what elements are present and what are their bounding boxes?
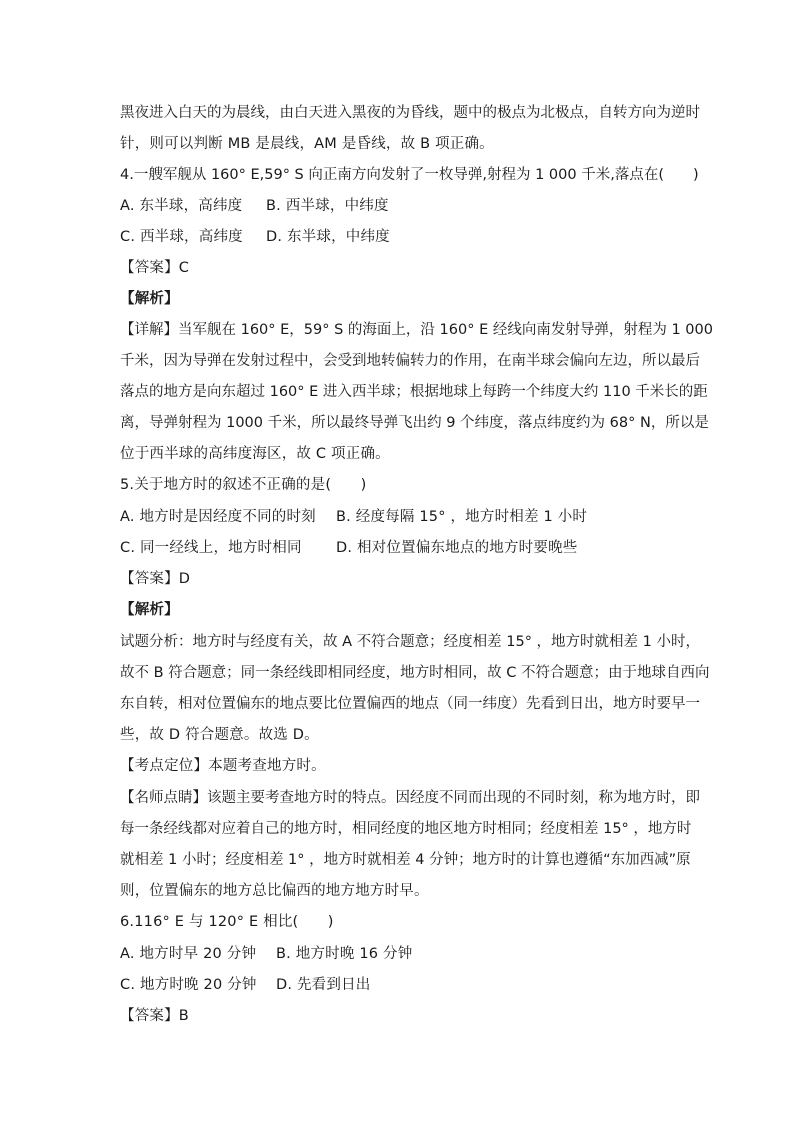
text-line: 位于西半球的高纬度海区，故 C 项正确。: [120, 446, 390, 462]
text-line: 【名师点睛】该题主要考查地方时的特点。因经度不同而出现的不同时刻，称为地方时，即: [120, 790, 700, 806]
text-line: 黑夜进入白天的为晨线，由白天进入黑夜的为昏线，题中的极点为北极点，自转方向为逆时: [120, 105, 700, 121]
text-line: 东自转，相对位置偏东的地点要比位置偏西的地点（同一纬度）先看到日出，地方时要早一: [120, 696, 700, 712]
q5-option-c: C. 同一经线上，地方时相同: [120, 540, 302, 556]
question-4: 4.一艘军舰从 160° E,59° S 向正南方向发射了一枚导弹,射程为 1 000 千米,落点在( ): [120, 167, 699, 183]
question-6: 6.116° E 与 120° E 相比( ): [120, 914, 334, 930]
text-line: 【详解】当军舰在 160° E，59° S 的海面上，沿 160° E 经线向南发射导弹，射程为 1 000: [120, 322, 713, 338]
q5-answer: 【答案】D: [120, 571, 191, 587]
text-line: 故不 B 符合题意；同一条经线即相同经度，地方时相同，故 C 不符合题意；由于地球自西向: [120, 665, 710, 681]
q4-option-b: B. 西半球，中纬度: [266, 198, 389, 214]
q4-options-row-2: [120, 227, 680, 247]
text-line: 些，故 D 符合题意。故选 D。: [120, 727, 319, 743]
q6-answer: 【答案】B: [120, 1008, 189, 1024]
question-5: 5.关于地方时的叙述不正确的是( ): [120, 477, 367, 493]
q5-option-b: B. 经度每隔 15° ，地方时相差 1 小时: [336, 509, 588, 525]
text-line: 就相差 1 小时；经度相差 1° ，地方时就相差 4 分钟；地方时的计算也遵循“东加西减”原: [120, 852, 691, 868]
q5-analysis-heading: 【解析】: [120, 602, 179, 618]
text-line: 针，则可以判断 MB 是晨线，AM 是昏线，故 B 项正确。: [120, 136, 494, 152]
text-line: 千米，因为导弹在发射过程中，会受到地转偏转力的作用，在南半球会偏向左边，所以最后: [120, 353, 700, 369]
text-line: 试题分析：地方时与经度有关，故 A 不符合题意；经度相差 15° ，地方时就相差 1 小时，: [120, 634, 700, 650]
q6-options-row-1: [120, 944, 680, 964]
q6-option-a: A. 地方时早 20 分钟: [120, 946, 257, 962]
q5-option-d: D. 相对位置偏东地点的地方时要晚些: [336, 540, 578, 556]
q6-options-row-2: [120, 975, 680, 995]
q4-options-row-1: [120, 196, 680, 216]
text-line: 离，导弹射程为 1000 千米，所以最终导弹飞出约 9 个纬度，落点纬度约为 68° N，所以是: [120, 415, 709, 431]
q4-option-a: A. 东半球，高纬度: [120, 198, 243, 214]
q5-options-row-2: [120, 538, 680, 558]
text-line: 则，位置偏东的地方总比偏西的地方地方时早。: [120, 883, 429, 899]
q4-answer: 【答案】C: [120, 260, 190, 276]
q5-options-row-1: [120, 507, 680, 527]
q4-option-c: C. 西半球，高纬度: [120, 229, 243, 245]
text-line: 【考点定位】本题考查地方时。: [120, 758, 326, 774]
q6-option-b: B. 地方时晚 16 分钟: [276, 946, 413, 962]
q4-option-d: D. 东半球，中纬度: [266, 229, 390, 245]
q5-option-a: A. 地方时是因经度不同的时刻: [120, 509, 316, 525]
text-line: 落点的地方是向东超过 160° E 进入西半球；根据地球上每跨一个纬度大约 110 千米长的距: [120, 384, 708, 400]
q6-option-d: D. 先看到日出: [276, 977, 371, 993]
q6-option-c: C. 地方时晚 20 分钟: [120, 977, 257, 993]
text-line: 每一条经线都对应着自己的地方时，相同经度的地区地方时相同；经度相差 15° ，地方时: [120, 821, 692, 837]
q4-analysis-heading: 【解析】: [120, 291, 179, 307]
